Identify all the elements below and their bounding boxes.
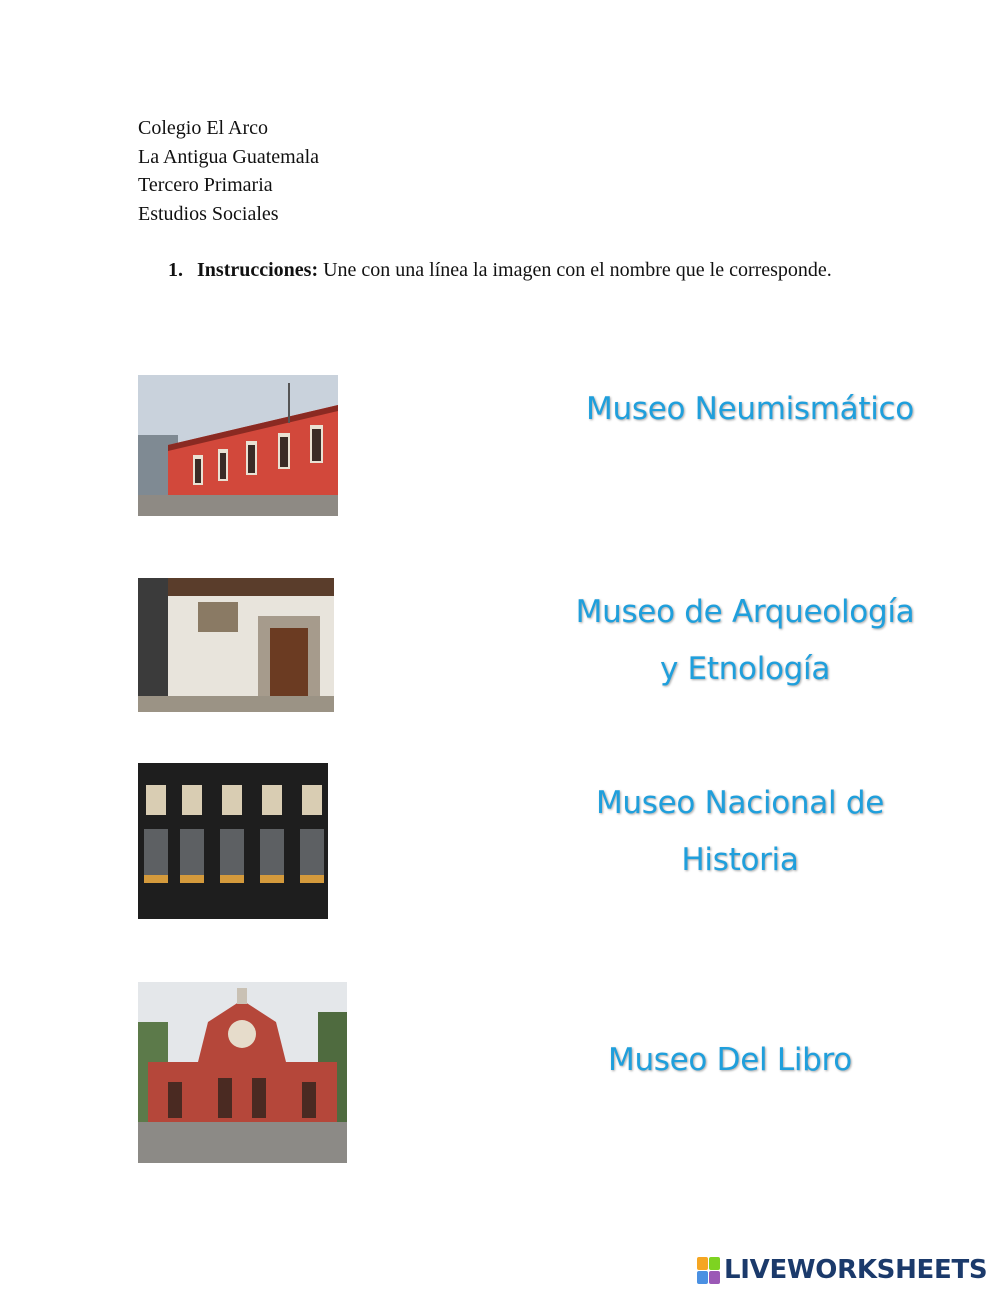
subject-name: Estudios Sociales: [138, 202, 279, 225]
brand-name: LIVEWORKSHEETS: [724, 1255, 988, 1285]
white-building-doorway-photo[interactable]: [138, 578, 334, 712]
coin-display-cases-photo[interactable]: [138, 763, 328, 919]
instruction-text: Une con una línea la imagen con el nombre que le corresponde.: [318, 259, 832, 281]
school-name: Colegio El Arco: [138, 117, 268, 139]
red-ornate-facade-photo[interactable]: [138, 982, 347, 1163]
option-museo-arqueologia[interactable]: Museo de Arqueología y Etnología: [575, 594, 915, 687]
school-header: [138, 114, 319, 228]
option-museo-neumismatico[interactable]: Museo Neumismático: [586, 391, 914, 427]
city-name: La Antigua Guatemala: [138, 145, 320, 168]
grade-level: Tercero Primaria: [138, 174, 273, 196]
option-museo-nacional-historia[interactable]: Museo Nacional de Historia: [595, 785, 884, 878]
red-colonial-building-photo[interactable]: [138, 375, 338, 516]
liveworksheets-logo: [697, 1255, 987, 1285]
instructions: [168, 256, 858, 285]
option-museo-del-libro[interactable]: Museo Del Libro: [608, 1042, 852, 1078]
instruction-label: Instrucciones:: [197, 259, 319, 281]
instruction-number: 1.: [168, 259, 183, 281]
liveworksheets-icon: [697, 1257, 720, 1284]
